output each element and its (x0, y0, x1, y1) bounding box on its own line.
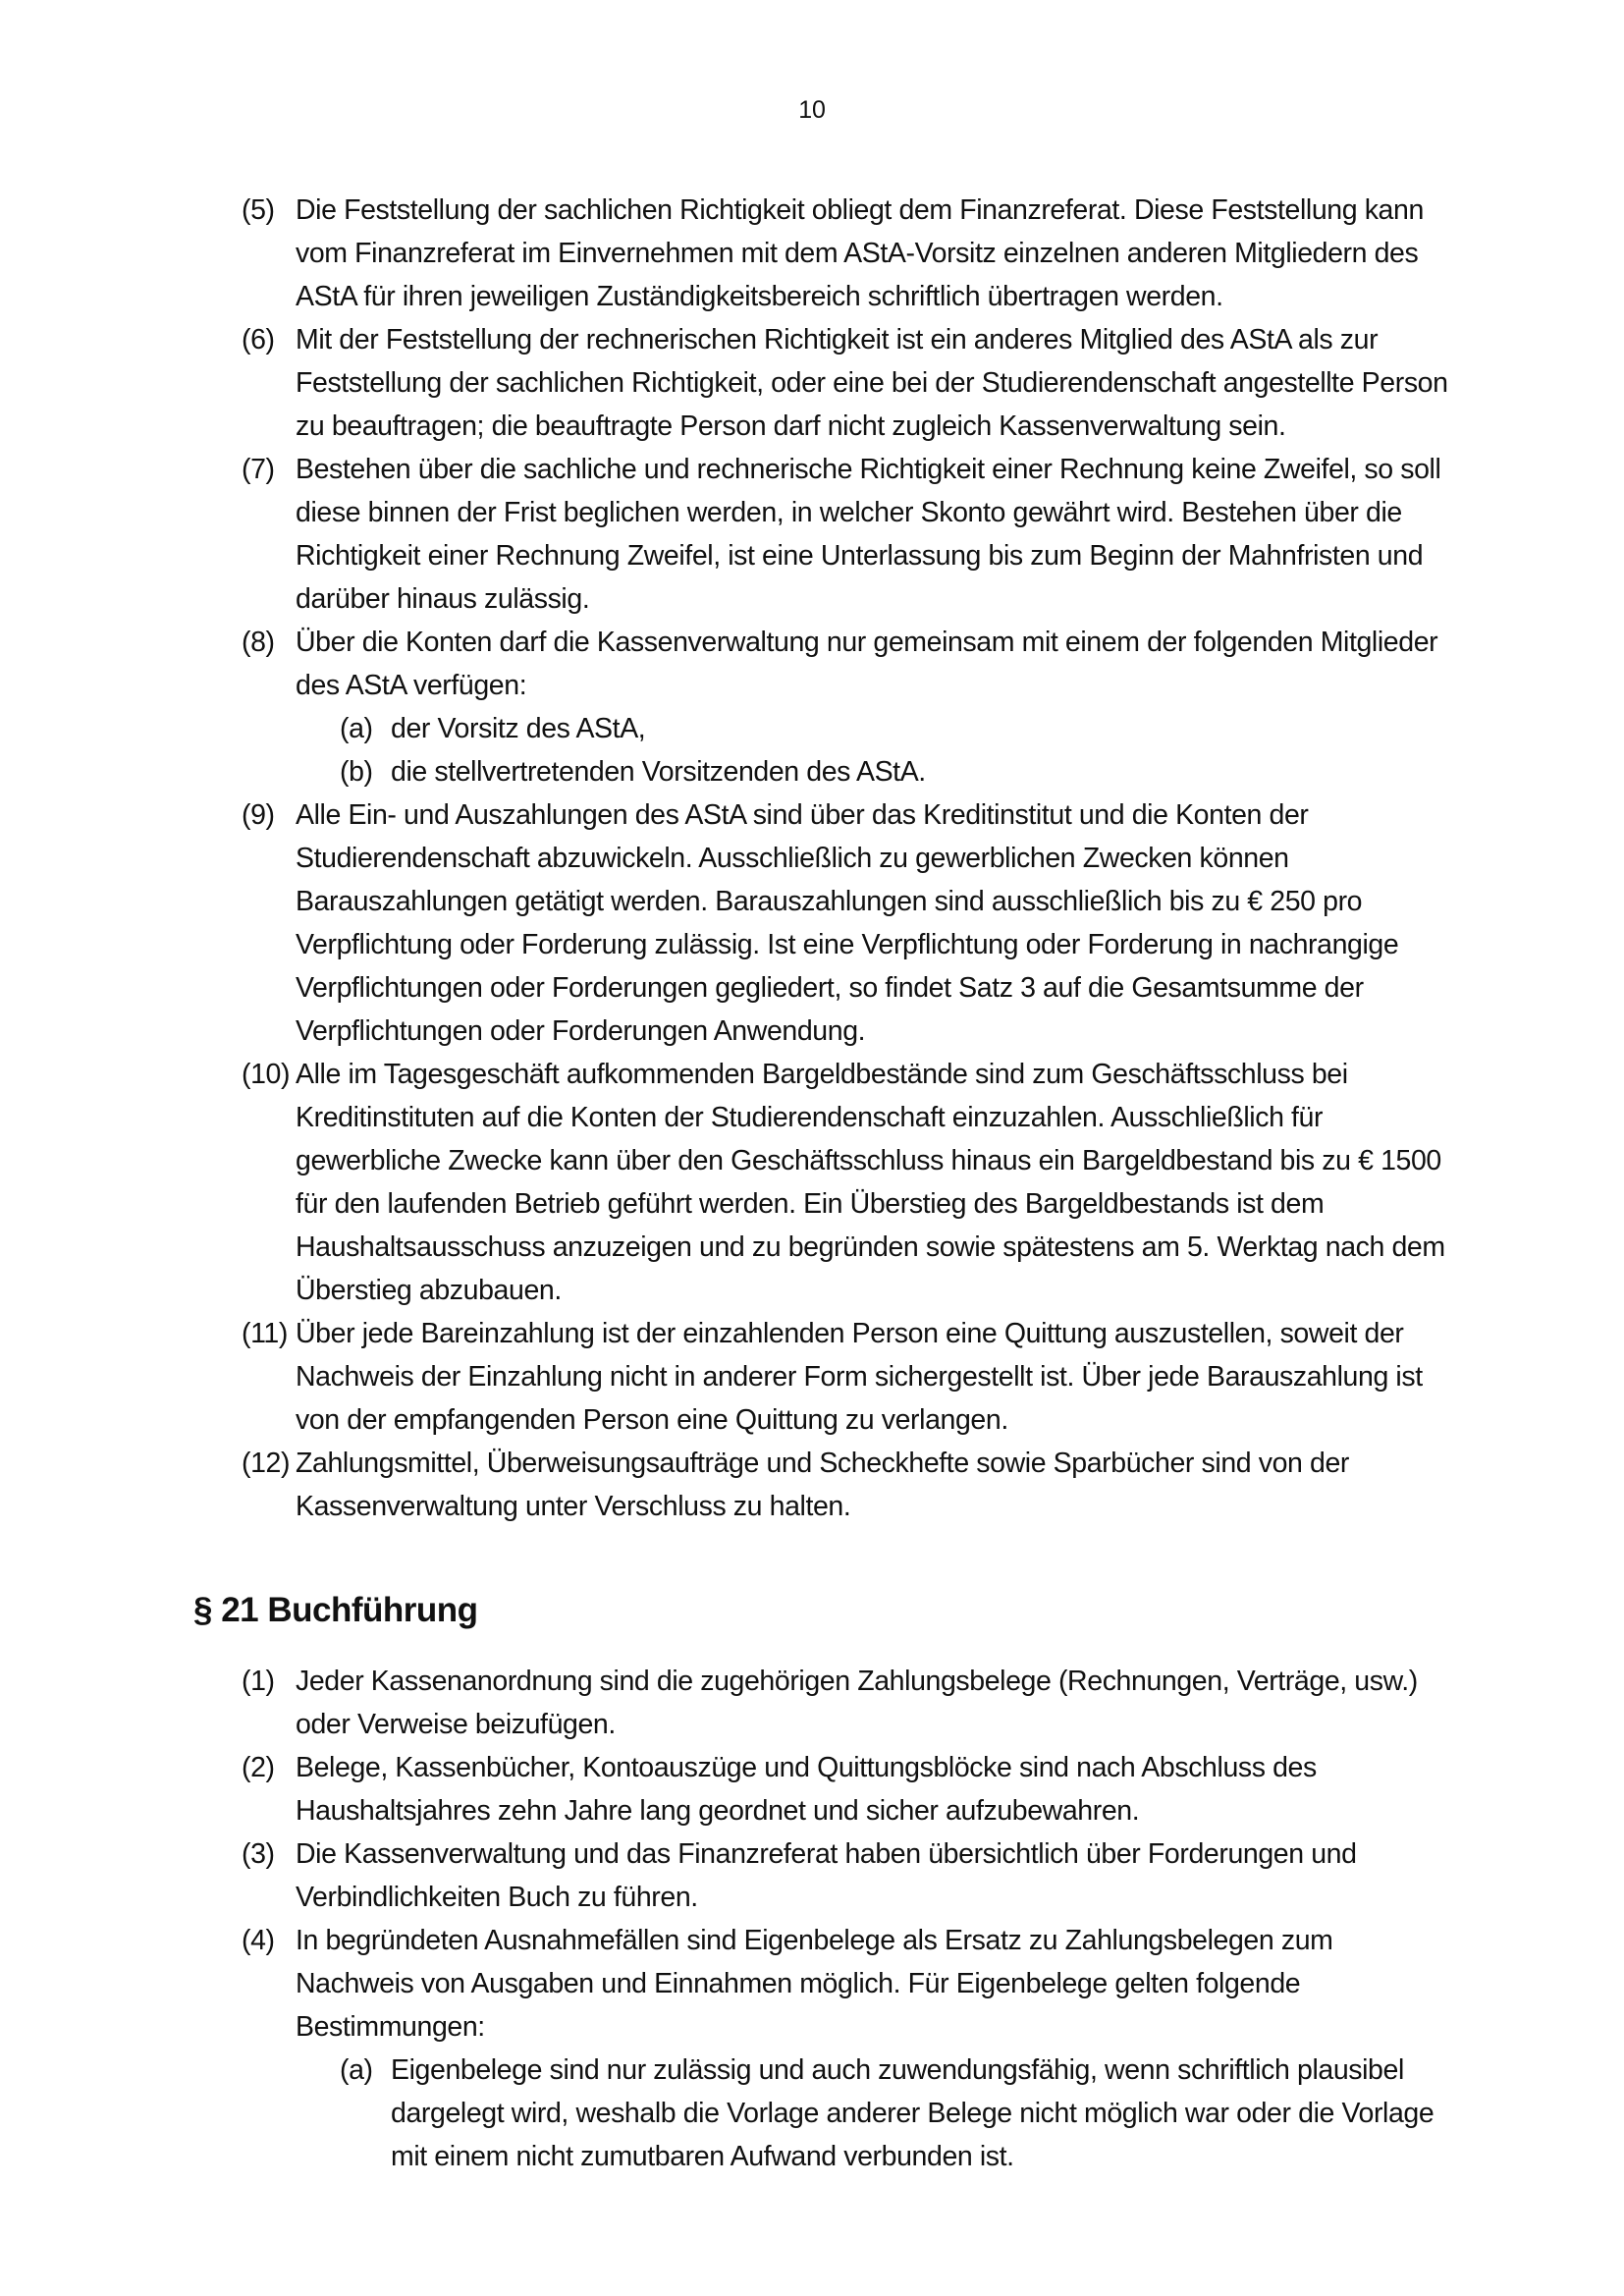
item-number: (2) (242, 1752, 275, 1783)
list-item (242, 1660, 1449, 1746)
item-text: Über jede Bareinzahlung ist der einzahlenden Person eine Quittung auszustellen, soweit der Nachweis der Einzahlung nicht in anderer Form sichergestellt ist. Über jede Barauszahlung ist von der empfangenden Person eine Quittung zu verlangen. (296, 1318, 1423, 1436)
item-number: (5) (242, 194, 275, 226)
item-number: (10) (242, 1059, 291, 1090)
page-number: 10 (798, 96, 826, 124)
list-item (242, 1746, 1449, 1832)
sub-list-item (242, 750, 1449, 793)
sub-item-text: Eigenbelege sind nur zulässig und auch zuwendungsfähig, wenn schriftlich plausibel dargelegt wird, weshalb die Vorlage anderer Belege nicht möglich war oder die Vorlage mit einem nicht zumutbaren Aufwand verbunden ist. (391, 2054, 1435, 2172)
item-text: Mit der Feststellung der rechnerischen Richtigkeit ist ein anderes Mitglied des AStA als zur Feststellung der sachlichen Richtigkeit, oder eine bei der Studierendenschaft angestellte Person zu beauftragen; die beauftragte Person darf nicht zugleich Kassenverwaltung sein. (296, 324, 1448, 442)
sub-item-text: die stellvertretenden Vorsitzenden des AStA. (391, 756, 926, 788)
sub-item-letter: (a) (340, 713, 373, 744)
list-item (242, 1832, 1449, 1919)
item-text: In begründeten Ausnahmefällen sind Eigenbelege als Ersatz zu Zahlungsbelegen zum Nachweis von Ausgaben und Einnahmen möglich. Für Eigenbelege gelten folgende Bestimmungen: (296, 1925, 1333, 2043)
sub-item-letter: (a) (340, 2054, 373, 2086)
section-heading: § 21 Buchführung (193, 1591, 478, 1629)
item-number: (3) (242, 1838, 275, 1870)
item-text: Alle im Tagesgeschäft aufkommenden Bargeldbestände sind zum Geschäftsschluss bei Kreditinstituten auf die Konten der Studierendenschaft einzuzahlen. Ausschließlich für gewerbliche Zwecke kann über den Geschäftsschluss hinaus ein Bargeldbestand bis zu € 1500 für den laufenden Betrieb geführt werden. Ein Überstieg des Bargeldbestands ist dem Haushaltsausschuss anzuzeigen und zu begründen sowie spätestens am 5. Werktag nach dem Überstieg abzubauen. (296, 1059, 1445, 1306)
item-number: (8) (242, 627, 275, 658)
list-item (242, 318, 1449, 448)
list-item (242, 189, 1449, 318)
item-text: Bestehen über die sachliche und rechnerische Richtigkeit einer Rechnung keine Zweifel, so soll diese binnen der Frist beglichen werden, in welcher Skonto gewährt wird. Bestehen über die Richtigkeit einer Rechnung Zweifel, ist eine Unterlassung bis zum Beginn der Mahnfristen und darüber hinaus zulässig. (296, 454, 1441, 615)
list-item (242, 621, 1449, 707)
item-number: (1) (242, 1666, 275, 1697)
item-text: Jeder Kassenanordnung sind die zugehörigen Zahlungsbelege (Rechnungen, Verträge, usw.) oder Verweise beizufügen. (296, 1666, 1418, 1740)
list-item (242, 793, 1449, 1053)
list-item (242, 1919, 1449, 2049)
section-21-list (242, 1660, 1449, 2178)
item-number: (12) (242, 1448, 291, 1479)
section-20-list (242, 189, 1449, 1528)
item-number: (6) (242, 324, 275, 355)
sub-item-text: der Vorsitz des AStA, (391, 713, 646, 744)
sub-item-letter: (b) (340, 756, 373, 788)
item-text: Über die Konten darf die Kassenverwaltung nur gemeinsam mit einem der folgenden Mitglieder des AStA verfügen: (296, 627, 1438, 701)
item-number: (4) (242, 1925, 275, 1956)
item-text: Alle Ein- und Auszahlungen des AStA sind über das Kreditinstitut und die Konten der Studierendenschaft abzuwickeln. Ausschließlich zu gewerblichen Zwecken können Barauszahlungen getätigt werden. Barauszahlungen sind ausschließlich bis zu € 250 pro Verpflichtung oder Forderung zulässig. Ist eine Verpflichtung oder Forderung in nachrangige Verpflichtungen oder Forderungen gegliedert, so findet Satz 3 auf die Gesamtsumme der Verpflichtungen oder Forderungen Anwendung. (296, 799, 1399, 1047)
item-text: Die Feststellung der sachlichen Richtigkeit obliegt dem Finanzreferat. Diese Feststellung kann vom Finanzreferat im Einvernehmen mit dem AStA-Vorsitz einzelnen anderen Mitgliedern des AStA für ihren jeweiligen Zuständigkeitsbereich schriftlich übertragen werden. (296, 194, 1424, 312)
list-item (242, 448, 1449, 621)
list-item (242, 1053, 1449, 1312)
item-text: Die Kassenverwaltung und das Finanzreferat haben übersichtlich über Forderungen und Verbindlichkeiten Buch zu führen. (296, 1838, 1357, 1913)
list-item (242, 1312, 1449, 1442)
sub-list-item (242, 707, 1449, 750)
list-item (242, 1442, 1449, 1528)
sub-list-item (242, 2049, 1449, 2178)
item-number: (9) (242, 799, 275, 831)
item-number: (11) (242, 1318, 288, 1349)
item-number: (7) (242, 454, 275, 485)
item-text: Zahlungsmittel, Überweisungsaufträge und Scheckhefte sowie Sparbücher sind von der Kassenverwaltung unter Verschluss zu halten. (296, 1448, 1349, 1522)
item-text: Belege, Kassenbücher, Kontoauszüge und Quittungsblöcke sind nach Abschluss des Haushaltsjahres zehn Jahre lang geordnet und sicher aufzubewahren. (296, 1752, 1317, 1827)
